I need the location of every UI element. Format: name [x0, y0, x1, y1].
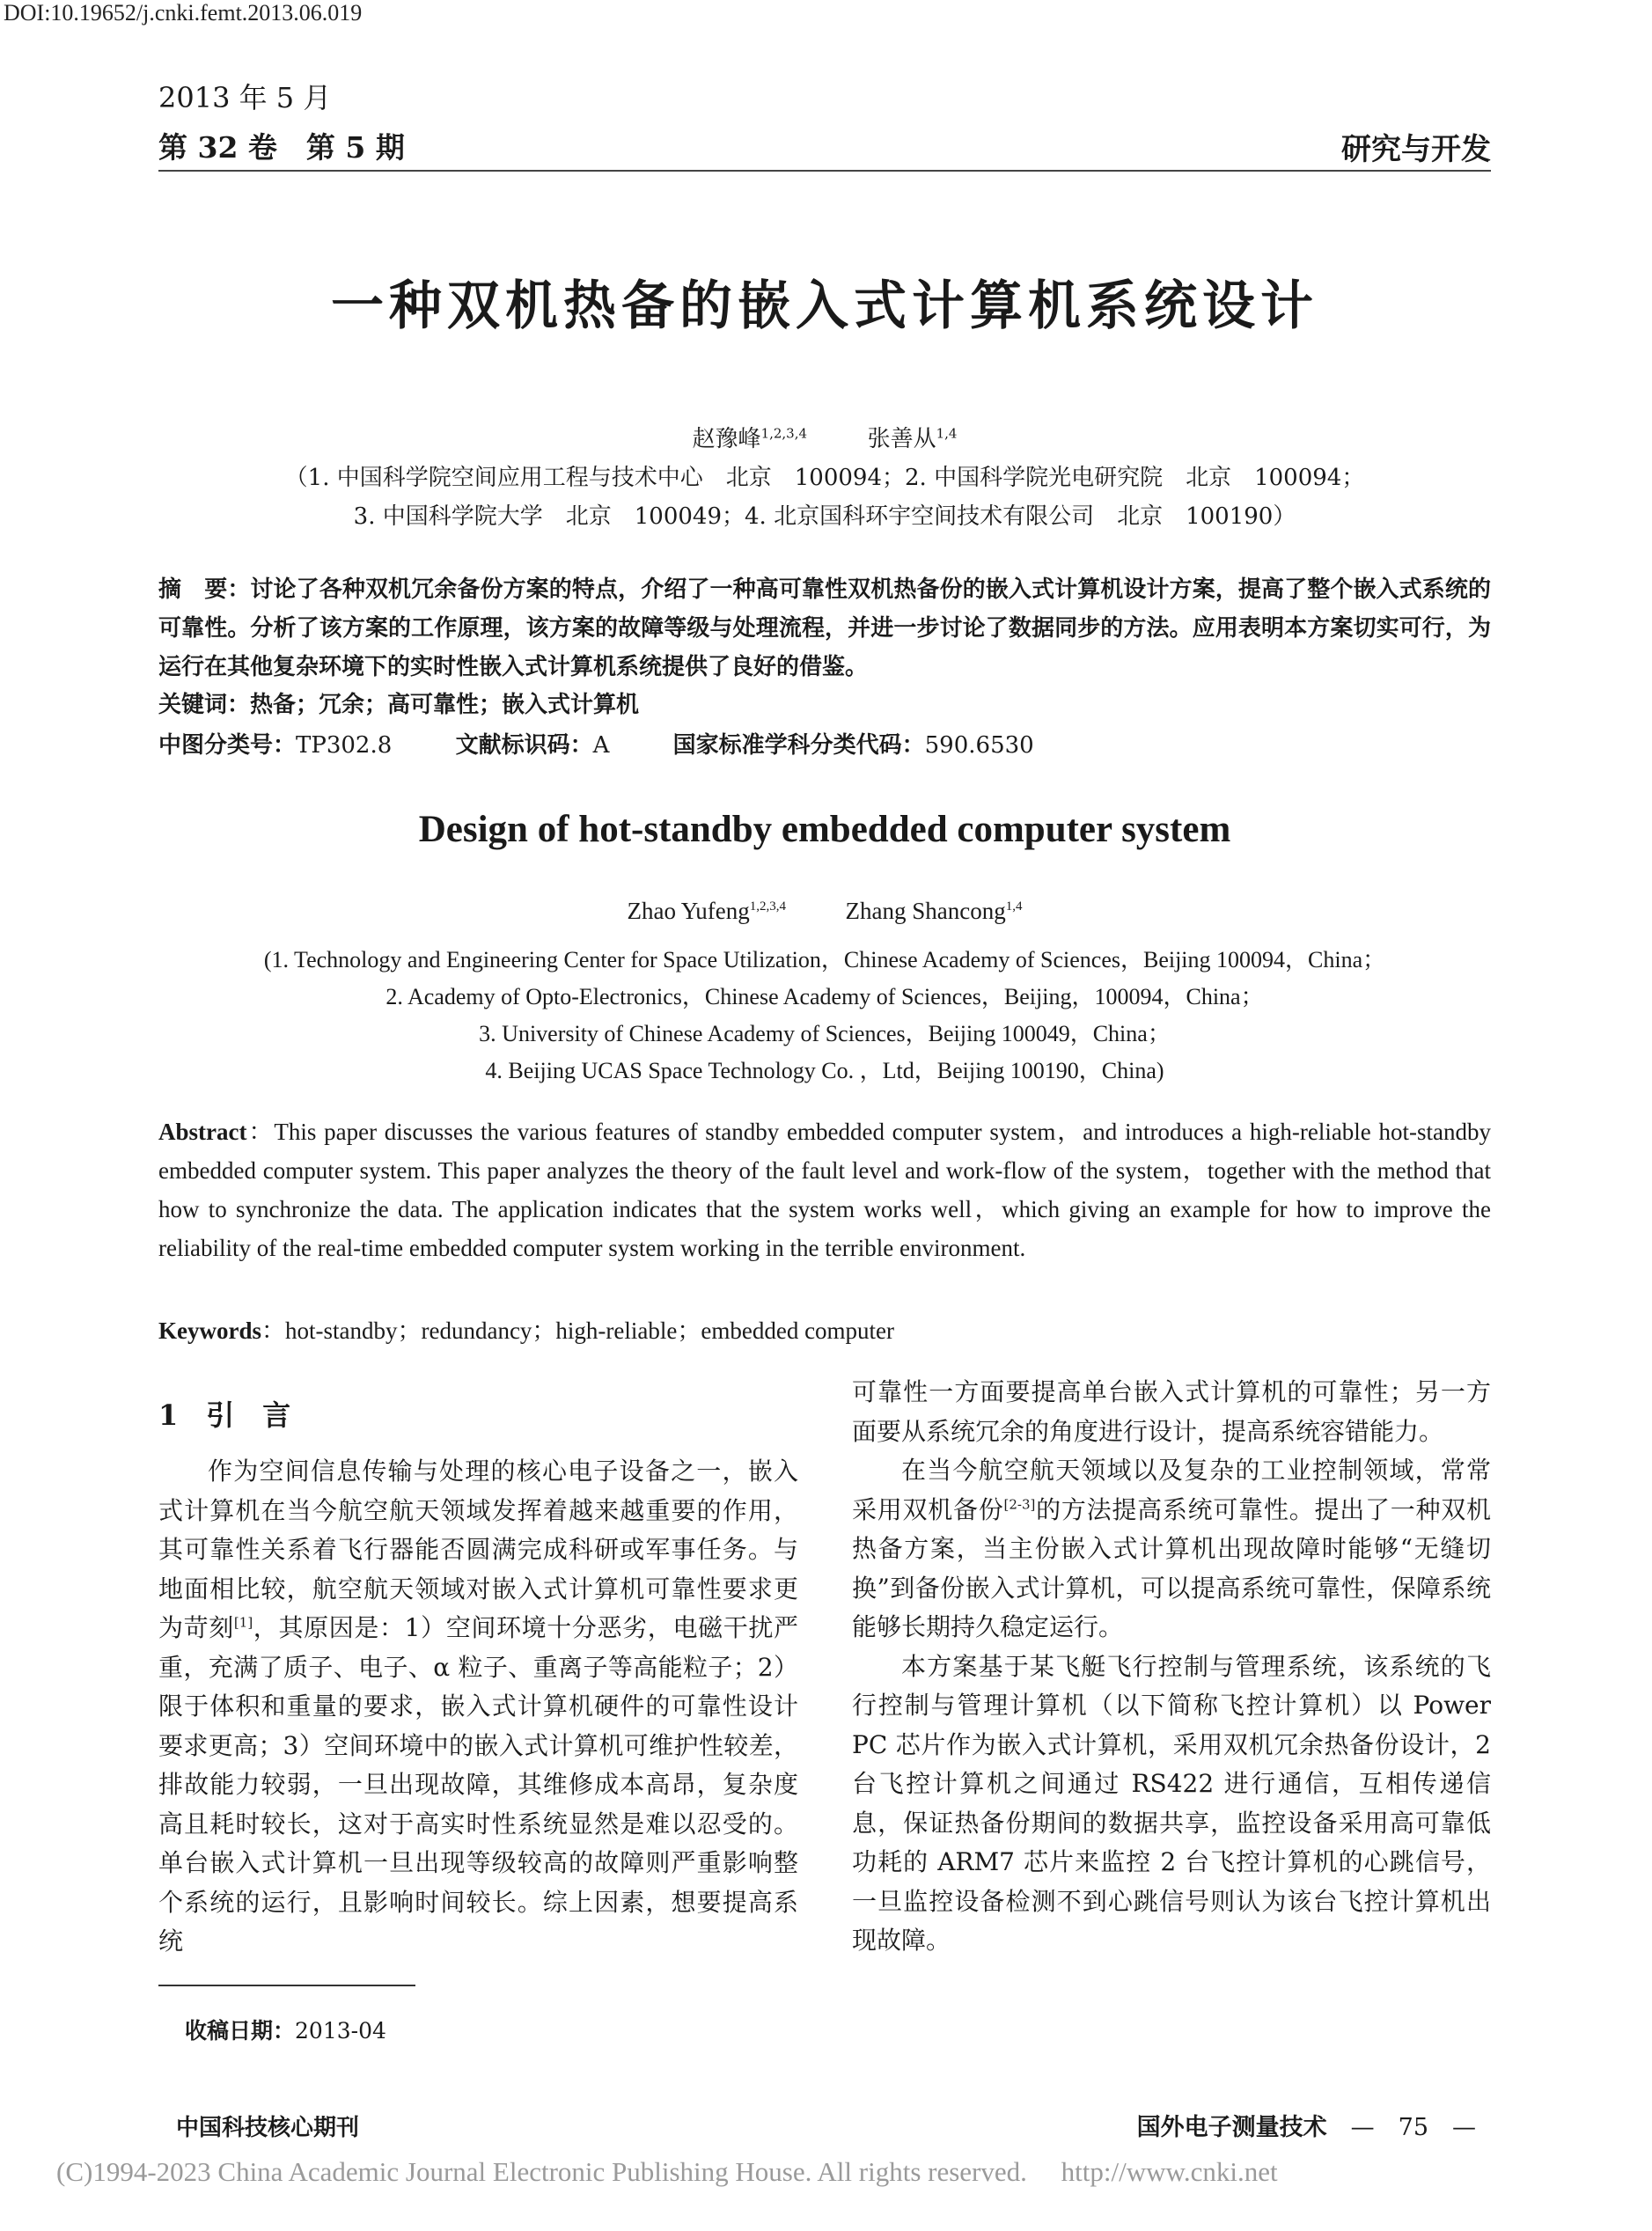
issue-date: 2013 年 5 月 — [158, 81, 332, 114]
citation-1: [1] — [233, 1614, 253, 1631]
abstract-en-label: Abstract — [158, 1119, 247, 1145]
copyright-notice: (C)1994-2023 China Academic Journal Electronic Publishing House. All rights reserved. http://www.cnki.net — [56, 2156, 1278, 2187]
title-english: Design of hot-standby embedded computer system — [418, 809, 1231, 850]
doc-code-label: 文献标识码： — [455, 732, 593, 759]
abstract-en-text: ：This paper discusses the various features of standby embedded computer system，and introduces a high-reliable hot-standby embedded computer system. This paper analyzes the theory of the fault level and work-flow of the system，together with the method that how to synchronize the data. The application indicates that the system works well，which giving an example for how to improve the reliability of the real-time embedded computer system working in the terrible environment. — [158, 1119, 1491, 1261]
abstract-cn-text: 讨论了各种双机冗余备份方案的特点，介绍了一种高可靠性双机热备份的嵌入式计算机设计方案，提高了整个嵌入式系统的可靠性。分析了该方案的工作原理，该方案的故障等级与处理流程，并进一步讨论了数据同步的方法。应用表明本方案切实可行，为运行在其他复杂环境下的实时性嵌入式计算机系统提供了良好的借鉴。 — [158, 576, 1491, 680]
author-2-cn: 张善从 — [867, 426, 936, 452]
keywords-en-text: ：hot-standby；redundancy；high-reliable；embedded computer — [261, 1317, 895, 1344]
section-1-heading: 1 引 言 — [158, 1398, 291, 1432]
author-1-en: Zhao Yufeng — [627, 898, 750, 924]
std-code-label: 国家标准学科分类代码： — [672, 732, 925, 759]
header-rule — [158, 170, 1491, 172]
author-1-cn: 赵豫峰 — [692, 426, 761, 452]
section-name: 研究与开发 — [1341, 132, 1491, 167]
title-chinese: 一种双机热备的嵌入式计算机系统设计 — [331, 275, 1318, 337]
classification-codes — [158, 727, 1034, 760]
intro-p1-text-b: ，其原因是：1）空间环境十分恶劣，电磁干扰严重，充满了质子、电子、α 粒子、重离子等高能粒子；2）限于体积和重量的要求，嵌入式计算机硬件的可靠性设计要求更高；3）空间环境中的嵌入式计算机可维护性较差，排故能力较弱，一旦出现故障，其维修成本高昂，复杂度高且耗时较长，这对于高实时性系统显然是难以忍受的。单台嵌入式计算机一旦出现等级较高的故障则严重影响整个系统的运行，且影响时间较长。综上因素，想要提高系统 — [158, 1613, 798, 1956]
intro-paragraph-2 — [852, 1451, 1491, 1648]
author-2-en-sup: 1,4 — [1005, 899, 1023, 914]
affiliation-en-2: 2. Academy of Opto-Electronics，Chinese Academy of Sciences，Beijing，100094，China； — [385, 984, 1264, 1009]
author-2-en: Zhang Shancong — [845, 898, 1006, 924]
affiliation-en-1: (1. Technology and Engineering Center for Space Utilization，Chinese Academy of Sciences，Beijing 100094，China； — [263, 947, 1386, 972]
intro-p2-text-a: 在当今航空航天领域以及复杂的工业控制领域，常常采用双机备份 — [852, 1456, 1491, 1524]
affiliation-cn-2: 3. 中国科学院大学 北京 100049；4. 北京国科环宇空间技术有限公司 北京 100190） — [353, 503, 1296, 530]
abstract-english — [158, 1112, 1491, 1267]
author-1-cn-sup: 1,2,3,4 — [760, 425, 808, 442]
keywords-english — [158, 1311, 894, 1346]
affiliation-en-3: 3. University of Chinese Academy of Sciences，Beijing 100049，China； — [479, 1021, 1171, 1046]
clc-label: 中图分类号： — [158, 732, 297, 759]
affiliation-cn-1: （1. 中国科学院空间应用工程与技术中心 北京 100094；2. 中国科学院光电研究院 北京 100094； — [284, 465, 1365, 491]
received-date-label: 收稿日期： — [185, 2018, 296, 2044]
citation-2-3: [2-3] — [1003, 1496, 1036, 1513]
doc-code-value: A — [592, 732, 610, 759]
author-1-en-sup: 1,2,3,4 — [749, 899, 786, 914]
page-number: — 75 — — [1350, 2114, 1476, 2141]
footer-journal-name: 国外电子测量技术 — [1136, 2114, 1327, 2141]
keywords-chinese: 关键词：热备；冗余；高可靠性；嵌入式计算机 — [158, 692, 640, 718]
authors-english — [158, 898, 1491, 925]
intro-p1-text-a: 作为空间信息传输与处理的核心电子设备之一，嵌入式计算机在当今航空航天领域发挥着越来越重要的作用，其可靠性关系着飞行器能否圆满完成科研或军事任务。与地面相比较，航空航天领域对嵌入式计算机可靠性要求更为苛刻 — [158, 1457, 798, 1642]
received-date-value: 2013-04 — [295, 2018, 386, 2044]
footer-journal-page — [1137, 2108, 1476, 2142]
intro-paragraph-3: 本方案基于某飞艇飞行控制与管理系统，该系统的飞行控制与管理计算机（以下简称飞控计算机）以 Power PC 芯片作为嵌入式计算机，采用双机冗余热备份设计，2 台飞控计算机之间通过 RS422 进行通信，互相传递信息，保证热备份期间的数据共享，监控设备采用高可靠低功耗的 ARM7 芯片来监控 2 台飞控计算机的心跳信号，一旦监控设备检测不到心跳信号则认为该台飞控计算机出现故障。 — [852, 1651, 1491, 1955]
intro-p2-text-b: 的方法提高系统可靠性。提出了一种双机热备方案，当主份嵌入式计算机出现故障时能够“无缝切换”到备份嵌入式计算机，可以提高系统可靠性，保障系统能够长期持久稳定运行。 — [852, 1494, 1491, 1641]
affiliation-en-4: 4. Beijing UCAS Space Technology Co. ，Ltd，Beijing 100190，China) — [485, 1058, 1164, 1083]
body-left-column — [158, 1452, 798, 1962]
std-code-value: 590.6530 — [924, 732, 1034, 759]
abstract-cn-label: 摘 要： — [158, 576, 251, 603]
footnote-rule — [158, 1985, 415, 1986]
abstract-chinese — [158, 570, 1491, 686]
authors-chinese — [158, 421, 1491, 453]
clc-value: TP302.8 — [296, 732, 393, 759]
body-right-column — [852, 1373, 1491, 1961]
footer-core-journal: 中国科技核心期刊 — [176, 2115, 360, 2141]
author-2-cn-sup: 1,4 — [936, 425, 958, 442]
keywords-en-label: Keywords — [158, 1317, 261, 1344]
doi: DOI:10.19652/j.cnki.femt.2013.06.019 — [4, 0, 363, 26]
volume-issue: 第 32 卷 第 5 期 — [158, 130, 405, 165]
intro-paragraph-1-cont: 可靠性一方面要提高单台嵌入式计算机的可靠性；另一方面要从系统冗余的角度进行设计，提高系统容错能力。 — [852, 1377, 1491, 1446]
intro-paragraph-1 — [158, 1452, 798, 1962]
received-date-footnote — [185, 2014, 386, 2045]
